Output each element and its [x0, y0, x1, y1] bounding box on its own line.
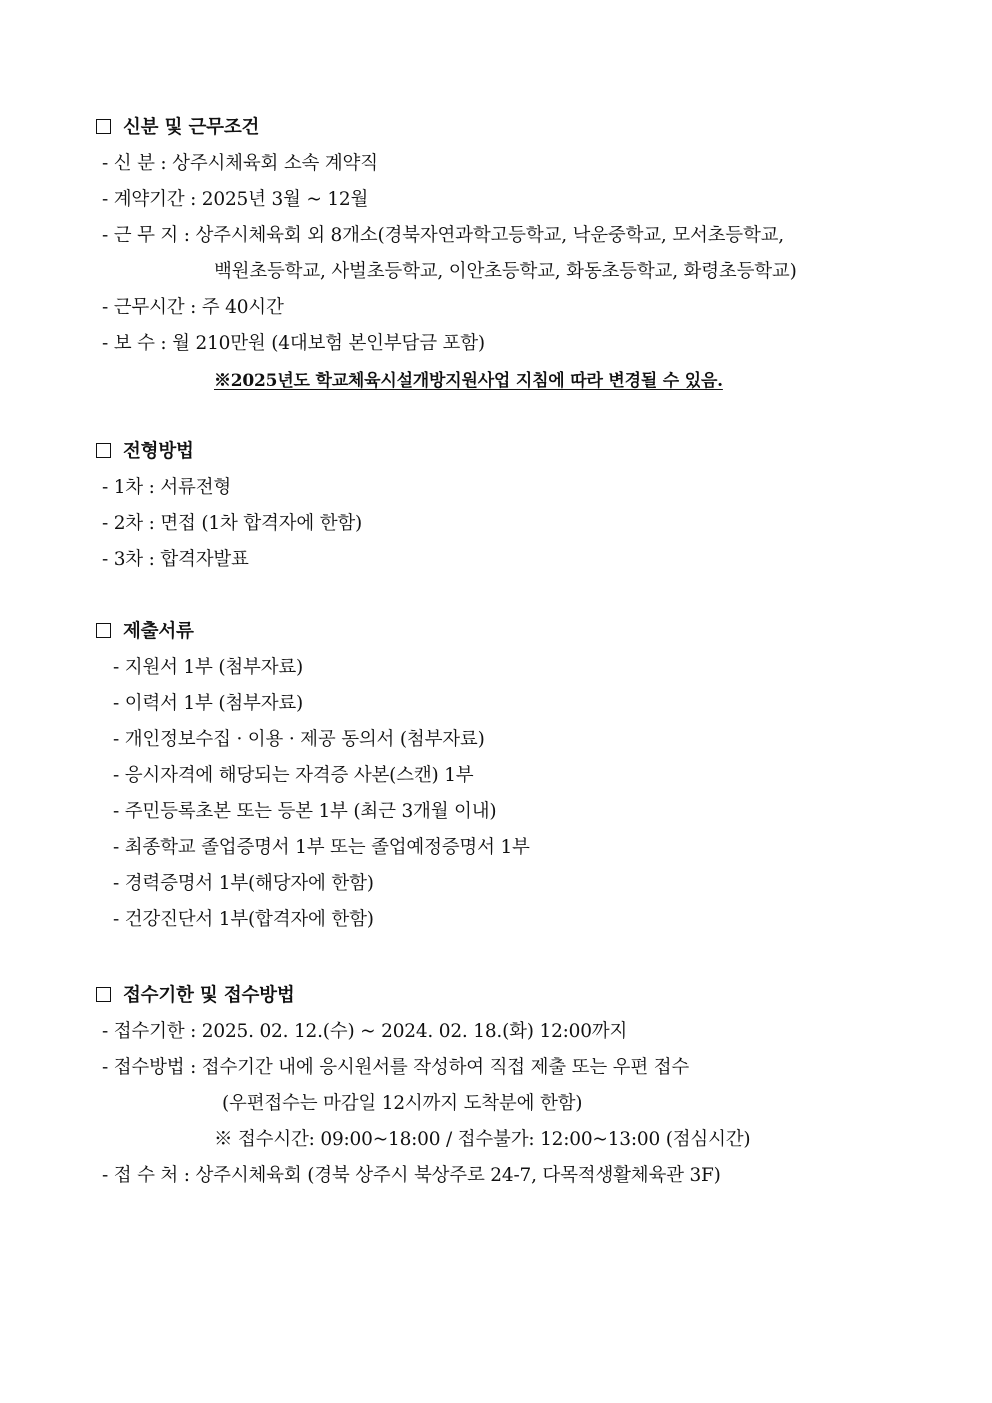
- list-item: - 신 분 : 상주시체육회 소속 계약직: [102, 153, 378, 174]
- list-item: - 근 무 지 : 상주시체육회 외 8개소(경북자연과학고등학교, 낙운중학교, 모서초등학교,: [102, 225, 784, 246]
- section-heading-application: [96, 983, 295, 1009]
- list-item: - 주민등록초본 또는 등본 1부 (최근 3개월 이내): [113, 801, 497, 822]
- list-item: - 경력증명서 1부(해당자에 한함): [113, 873, 374, 894]
- policy-note: ※2025년도 학교체육시설개방지원사업 지침에 따라 변경될 수 있음.: [214, 371, 723, 391]
- section-heading-employment: [96, 115, 259, 141]
- checkbox-square-icon: [96, 119, 111, 134]
- list-item: - 3차 : 합격자발표: [102, 549, 249, 570]
- section-title: 전형방법: [123, 441, 194, 462]
- list-item: - 2차 : 면접 (1차 합격자에 한함): [102, 513, 363, 534]
- list-item: - 접 수 처 : 상주시체육회 (경북 상주시 북상주로 24-7, 다목적생활체육관 3F): [102, 1165, 721, 1186]
- list-item: - 접수방법 : 접수기간 내에 응시원서를 작성하여 직접 제출 또는 우편 접수: [102, 1057, 690, 1078]
- section-title: 제출서류: [123, 621, 194, 642]
- list-item: - 개인정보수집 · 이용 · 제공 동의서 (첨부자료): [113, 729, 485, 750]
- list-item: - 응시자격에 해당되는 자격증 사본(스캔) 1부: [113, 765, 474, 786]
- reception-hours-note: ※ 접수시간: 09:00~18:00 / 접수불가: 12:00~13:00 (점심시간): [214, 1129, 751, 1150]
- checkbox-square-icon: [96, 443, 111, 458]
- list-item: - 지원서 1부 (첨부자료): [113, 657, 304, 678]
- checkbox-square-icon: [96, 623, 111, 638]
- list-item: - 이력서 1부 (첨부자료): [113, 693, 304, 714]
- section-heading-selection: [96, 439, 194, 465]
- section-heading-documents: [96, 619, 194, 645]
- list-item: - 최종학교 졸업증명서 1부 또는 졸업예정증명서 1부: [113, 837, 530, 858]
- list-item: - 근무시간 : 주 40시간: [102, 297, 284, 318]
- list-item: - 건강진단서 1부(합격자에 한함): [113, 909, 374, 930]
- list-item: - 1차 : 서류전형: [102, 477, 232, 498]
- section-title: 접수기한 및 접수방법: [123, 985, 295, 1006]
- list-item: - 접수기한 : 2025. 02. 12.(수) ~ 2024. 02. 18.(화) 12:00까지: [102, 1021, 628, 1042]
- list-item-continuation: (우편접수는 마감일 12시까지 도착분에 한함): [222, 1093, 583, 1114]
- list-item-continuation: 백원초등학교, 사벌초등학교, 이안초등학교, 화동초등학교, 화령초등학교): [214, 261, 797, 282]
- list-item: - 계약기간 : 2025년 3월 ~ 12월: [102, 189, 369, 210]
- section-title: 신분 및 근무조건: [123, 117, 260, 138]
- list-item: - 보 수 : 월 210만원 (4대보험 본인부담금 포함): [102, 333, 485, 354]
- checkbox-square-icon: [96, 987, 111, 1002]
